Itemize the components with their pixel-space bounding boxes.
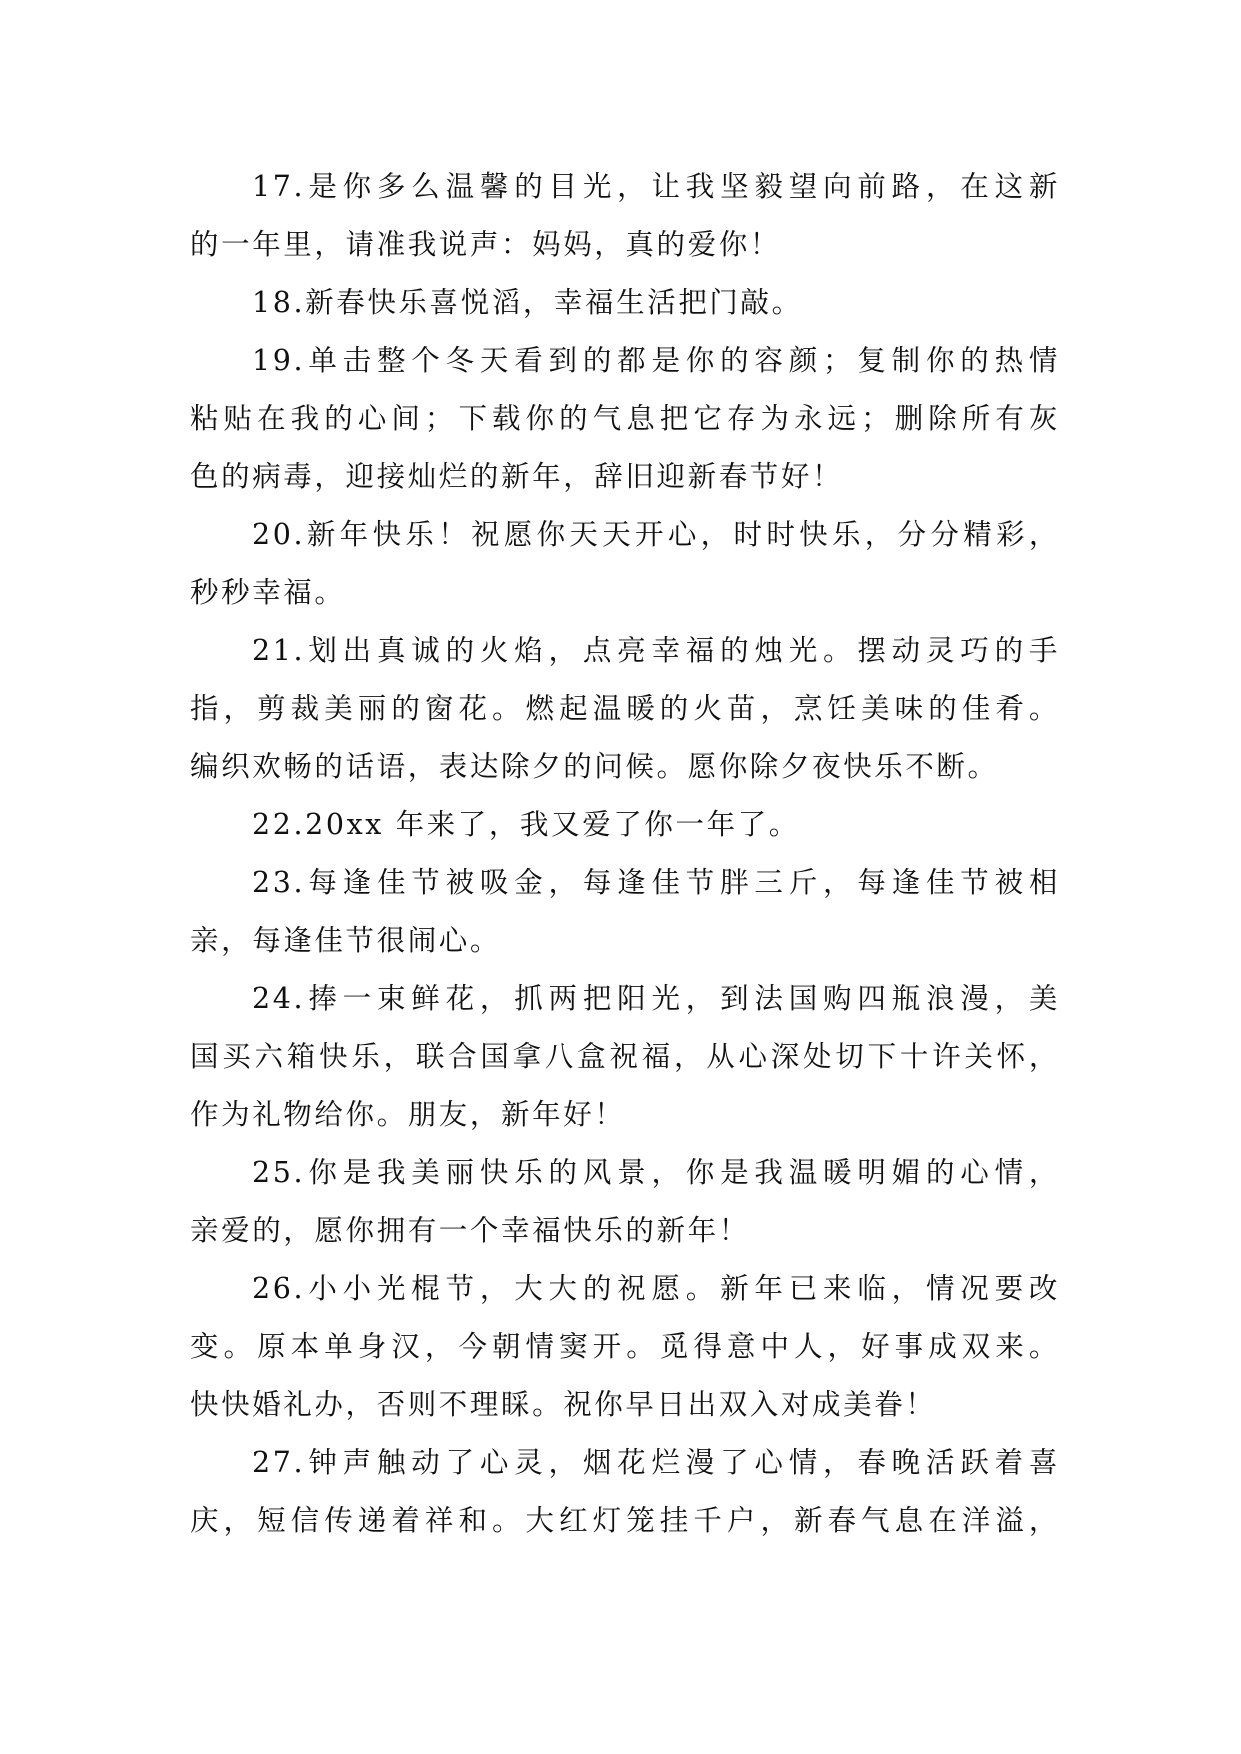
paragraph (190, 332, 1060, 506)
text-line: 粘贴在我的心间；下载你的气息把它存为永远；删除所有灰 (190, 402, 1060, 435)
text-line: 色的病毒，迎接灿烂的新年，辞旧迎新春节好！ (190, 460, 844, 493)
paragraph (190, 274, 1060, 332)
text-line: 26.小小光棍节，大大的祝愿。新年已来临，情况要改 (252, 1272, 1060, 1305)
text-line: 亲爱的，愿你拥有一个幸福快乐的新年！ (190, 1214, 750, 1247)
text-line: 作为礼物给你。朋友，新年好！ (190, 1098, 626, 1131)
text-line: 18.新春快乐喜悦滔，幸福生活把门敲。 (252, 286, 803, 319)
text-line: 编织欢畅的话语，表达除夕的问候。愿你除夕夜快乐不断。 (190, 750, 999, 783)
paragraph (190, 796, 1060, 854)
paragraph (190, 970, 1060, 1144)
paragraph (190, 1260, 1060, 1434)
document-body (190, 158, 1060, 1550)
paragraph (190, 854, 1060, 970)
text-line: 27.钟声触动了心灵，烟花烂漫了心情，春晚活跃着喜 (252, 1446, 1060, 1479)
paragraph (190, 1144, 1060, 1260)
text-line: 庆，短信传递着祥和。大红灯笼挂千户，新春气息在洋溢， (190, 1504, 1060, 1537)
text-line: 指，剪裁美丽的窗花。燃起温暖的火苗，烹饪美味的佳肴。 (190, 692, 1060, 725)
text-line: 19.单击整个冬天看到的都是你的容颜；复制你的热情 (252, 344, 1060, 377)
text-line: 20.新年快乐！祝愿你天天开心，时时快乐，分分精彩， (252, 518, 1060, 551)
text-line: 变。原本单身汉，今朝情窦开。觅得意中人，好事成双来。 (190, 1330, 1060, 1363)
paragraph (190, 1434, 1060, 1550)
text-line: 24.捧一束鲜花，抓两把阳光，到法国购四瓶浪漫，美 (252, 982, 1060, 1015)
text-line: 亲，每逢佳节很闹心。 (190, 924, 502, 957)
text-line: 国买六箱快乐，联合国拿八盒祝福，从心深处切下十许关怀， (190, 1040, 1060, 1073)
paragraph (190, 158, 1060, 274)
text-line: 17.是你多么温馨的目光，让我坚毅望向前路，在这新 (252, 170, 1060, 203)
text-line: 的一年里，请准我说声：妈妈，真的爱你！ (190, 228, 781, 261)
text-line: 快快婚礼办，否则不理睬。祝你早日出双入对成美眷！ (190, 1388, 937, 1421)
text-line: 21.划出真诚的火焰，点亮幸福的烛光。摆动灵巧的手 (252, 634, 1060, 667)
paragraph (190, 622, 1060, 796)
text-line: 秒秒幸福。 (190, 576, 346, 609)
paragraph (190, 506, 1060, 622)
text-line: 23.每逢佳节被吸金，每逢佳节胖三斤，每逢佳节被相 (252, 866, 1060, 899)
text-line: 22.20xx 年来了，我又爱了你一年了。 (252, 808, 800, 841)
text-line: 25.你是我美丽快乐的风景，你是我温暖明媚的心情， (252, 1156, 1060, 1189)
